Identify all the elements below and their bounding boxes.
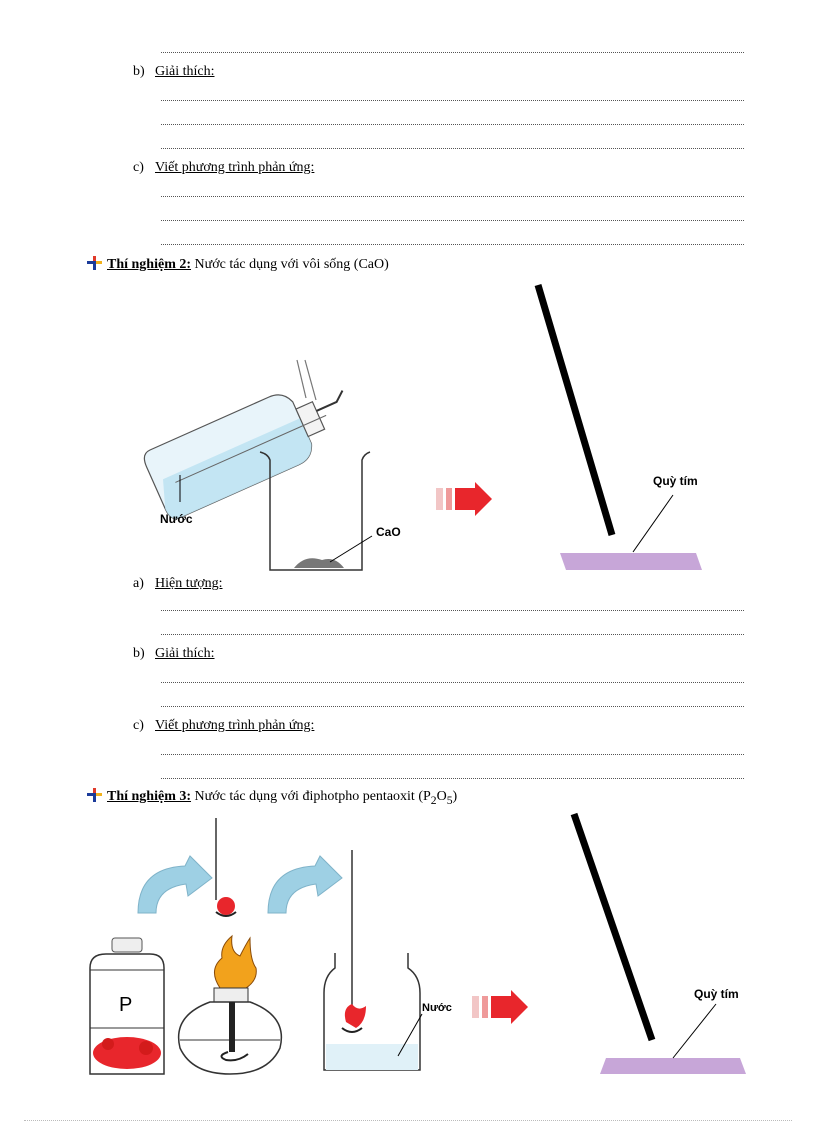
answer-line — [161, 220, 744, 221]
answer-line — [161, 100, 744, 101]
experiment-2-heading — [87, 256, 389, 273]
question-c-label: Viết phương trình phản ứng: — [155, 160, 315, 175]
question-c: c) Viết phương trình phản ứng: — [133, 160, 315, 175]
answer-line — [161, 778, 744, 779]
experiment-2-figure — [130, 280, 730, 580]
exp2-question-a-label: Hiện tượng: — [155, 576, 223, 591]
water-label-2: Nước — [422, 1002, 452, 1014]
answer-line — [161, 148, 744, 149]
litmus-label: Quỳ tím — [653, 474, 698, 488]
bullet-icon — [87, 788, 103, 802]
exp2-question-c-label: Viết phương trình phản ứng: — [155, 718, 315, 733]
curved-arrow-icon — [268, 856, 342, 913]
answer-line — [161, 124, 744, 125]
experiment-3-figure — [80, 808, 760, 1088]
exp2-question-b-label: Giải thích: — [155, 646, 215, 661]
answer-line — [161, 682, 744, 683]
experiment-2-title: Nước tác dụng với vôi sống (CaO) — [194, 257, 389, 272]
question-b-label: Giải thích: — [155, 64, 215, 79]
exp2-question-c: c) Viết phương trình phản ứng: — [133, 718, 315, 733]
water-label: Nước — [160, 512, 193, 526]
bullet-icon — [87, 256, 103, 270]
cao-label: CaO — [376, 525, 401, 539]
arrow-right-icon — [436, 482, 492, 516]
answer-line — [161, 754, 744, 755]
arrow-right-icon — [472, 990, 528, 1024]
experiment-3-title: Nước tác dụng với điphotpho pentaoxit $(P_2O_5)$ — [194, 789, 458, 807]
experiment-3-title-bold: Thí nghiệm 3: — [107, 789, 192, 804]
flame-icon — [214, 936, 256, 988]
p-label: P — [119, 994, 133, 1016]
alcohol-burner-icon — [179, 988, 282, 1074]
exp2-question-b: b) Giải thích: — [133, 646, 215, 661]
answer-line — [161, 196, 744, 197]
experiment-3-heading — [87, 788, 457, 807]
answer-line — [161, 244, 744, 245]
wash-bottle-icon — [141, 369, 363, 522]
answer-line — [161, 634, 744, 635]
page-footer-line — [24, 1120, 792, 1121]
litmus-label-2: Quỳ tím — [694, 987, 739, 1001]
answer-line — [161, 706, 744, 707]
question-b: b) Giải thích: — [133, 64, 215, 79]
exp2-question-a: a) Hiện tượng: — [133, 576, 223, 591]
experiment-2-title-bold: Thí nghiệm 2: — [107, 257, 192, 272]
curved-arrow-icon — [138, 856, 212, 913]
gas-jar-icon — [324, 850, 420, 1070]
answer-line — [161, 610, 744, 611]
answer-line — [161, 52, 744, 53]
